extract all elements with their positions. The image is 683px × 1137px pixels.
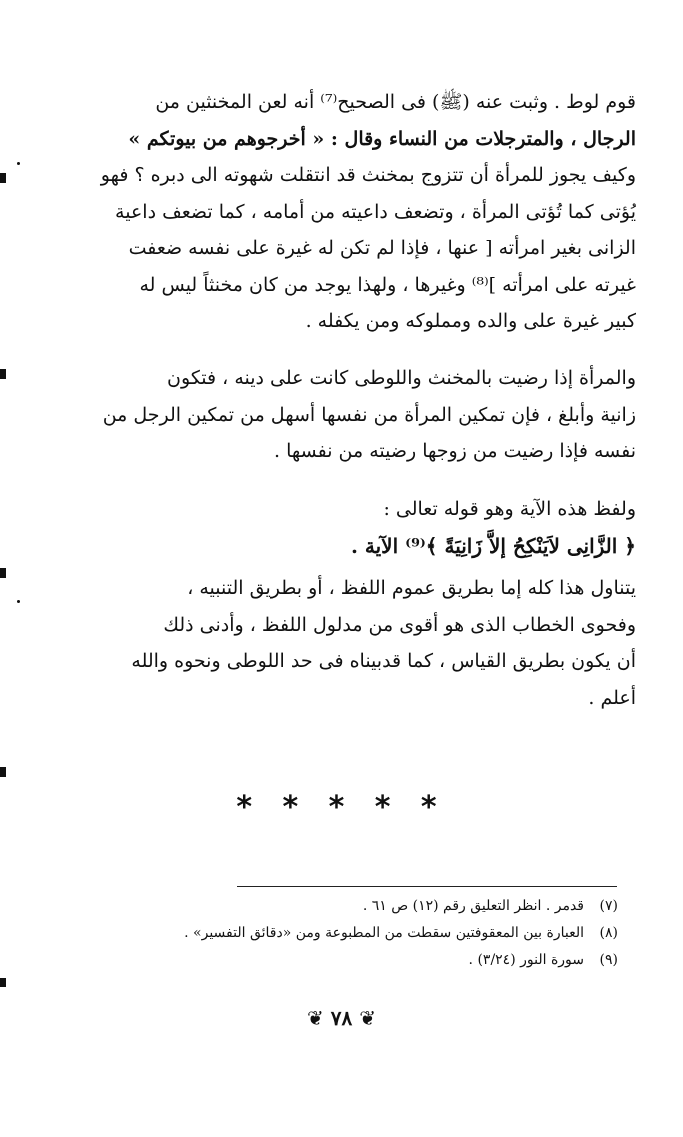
page-number-value: ٧٨ [330, 1006, 353, 1030]
footnote [150, 893, 618, 920]
text-line: يتناول هذا كله إما بطريق عموم اللفظ ، أو بطريق التنبيه ، [187, 577, 636, 599]
text-line: وفحوى الخطاب الذى هو أقوى من مدلول اللفظ ، وأدنى ذلك [163, 613, 636, 636]
ornament-left-icon: ❦ [307, 1006, 324, 1030]
text-line: الزانى بغير امرأته [ عنها ، فإذا لم تكن له غيرة على نفسه ضعفت [128, 237, 636, 259]
text-line: قوم لوط . وثبت عنه (ﷺ) فى الصحيح⁽⁷⁾ أنه لعن المخنثين من [155, 91, 636, 113]
scan-mark [0, 173, 6, 183]
text-line: ولفظ هذه الآية وهو قوله تعالى : [383, 498, 636, 520]
text-line: زانية وأبلغ ، فإن تمكين المرأة من نفسها أسهل من تمكين الرجل من [102, 403, 636, 426]
footnote-text: العبارة بين المعقوفتين سقطت من المطبوعة ومن «دقائق التفسير» . [184, 925, 584, 941]
section-separator: * * * * * [236, 790, 447, 825]
text-line: كبير غيرة على والده ومملوكه ومن يكفله . [305, 310, 636, 332]
text-line: وكيف يجوز للمرأة أن تتزوج بمخنث قد انتقلت شهوته الى دبره ؟ فهو [100, 164, 636, 186]
ornament-right-icon: ❦ [359, 1006, 376, 1030]
paragraph-1 [48, 84, 636, 340]
scan-mark [17, 600, 20, 603]
quran-verse: ﴿ الزَّانِى لاَيَنْكِحُ إلاَّ زَانِيَةً ﴾⁽⁹⁾ الآية . [350, 533, 636, 558]
footnote-number: (٧) [599, 898, 618, 914]
footnote-text: سورة النور (٣/٢٤) . [468, 952, 584, 968]
text-line: يُؤتى كما تُؤتى المرأة ، وتضعف داعيته من أمامه ، كما تضعف داعية [115, 200, 636, 223]
scan-mark [0, 978, 6, 987]
footnote-divider [237, 886, 617, 887]
scan-mark [0, 568, 6, 578]
paragraph-4 [48, 570, 636, 716]
footnote [150, 920, 618, 947]
footnotes [150, 893, 618, 974]
text-line: أن يكون بطريق القياس ، كما قدبيناه فى حد اللوطى ونحوه والله [131, 650, 636, 672]
page-number [0, 1006, 683, 1030]
text-line: غيرته على امرأته ]⁽⁸⁾ وغيرها ، ولهذا يوجد من كان مخنثاً ليس له [139, 273, 636, 296]
text-line: الرجال ، والمترجلات من النساء وقال : « أخرجوهم من بيوتكم » [128, 127, 636, 150]
scan-mark [17, 162, 20, 165]
paragraph-2 [48, 360, 636, 470]
footnote-text: قدمر . انظر التعليق رقم (١٢) ص ٦١ . [362, 898, 584, 914]
footnote [150, 947, 618, 974]
footnote-number: (٩) [599, 952, 618, 968]
paragraph-3 [48, 491, 636, 564]
footnote-number: (٨) [599, 925, 618, 941]
text-line: أعلم . [588, 686, 636, 709]
text-line: والمرأة إذا رضيت بالمخنث واللوطى كانت على دينه ، فتكون [167, 367, 636, 389]
scan-mark [0, 767, 6, 777]
scan-mark [0, 369, 6, 379]
text-line: نفسه فإذا رضيت من زوجها رضيته من نفسها . [274, 440, 636, 462]
